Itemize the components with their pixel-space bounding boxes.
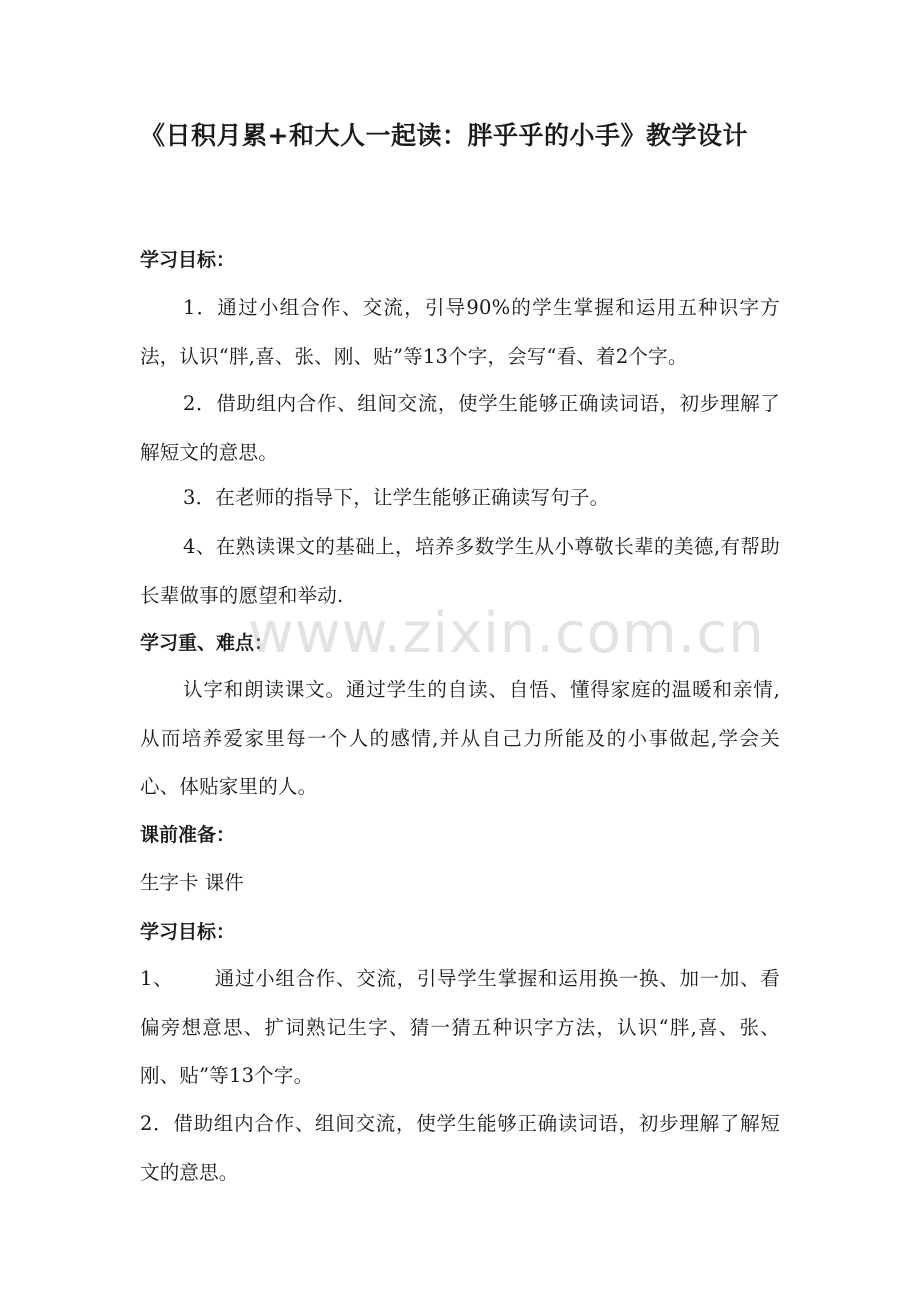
objective-2-item-2: 2．借助组内合作、组间交流，使学生能够正确读词语，初步理解了解短文的意思。 bbox=[140, 1112, 780, 1184]
objective-2-item-1: 1、 通过小组合作、交流，引导学生掌握和运用换一换、加一加、看偏旁想意思、扩词熟记生字、猜一猜五种识字方法，认识“胖,喜、张、刚、贴”等13个字。 bbox=[140, 967, 780, 1087]
objective-item-4: 4、在熟读课文的基础上，培养多数学生从小尊敬长辈的美德,有帮助长辈做事的愿望和举动. bbox=[140, 535, 780, 607]
section-heading-objectives-2: 学习目标： bbox=[140, 921, 236, 943]
key-points-body: 认字和朗读课文。通过学生的自读、自悟、懂得家庭的温暖和亲情,从而培养爱家里每一个人的感情,并从自己力所能及的小事做起,学会关心、体贴家里的人。 bbox=[140, 678, 780, 798]
document-title: 《日积月累+和大人一起读：胖乎乎的小手》教学设计 bbox=[140, 121, 748, 150]
section-heading-objectives: 学习目标： bbox=[140, 249, 236, 271]
objective-item-1: 1．通过小组合作、交流，引导90%的学生掌握和运用五种识字方法，认识“胖,喜、张、刚、贴”等13个字，会写“看、着2个字。 bbox=[140, 296, 780, 368]
section-heading-key-points: 学习重、难点： bbox=[140, 632, 274, 654]
section-heading-preparation: 课前准备： bbox=[140, 824, 236, 846]
preparation-body: 生字卡 课件 bbox=[140, 871, 244, 894]
objective-item-3: 3．在老师的指导下，让学生能够正确读写句子。 bbox=[183, 486, 610, 509]
objective-item-2: 2．借助组内合作、组间交流，使学生能够正确读词语，初步理解了解短文的意思。 bbox=[140, 392, 780, 464]
site-watermark: www.zixin.com.cn bbox=[248, 601, 765, 666]
